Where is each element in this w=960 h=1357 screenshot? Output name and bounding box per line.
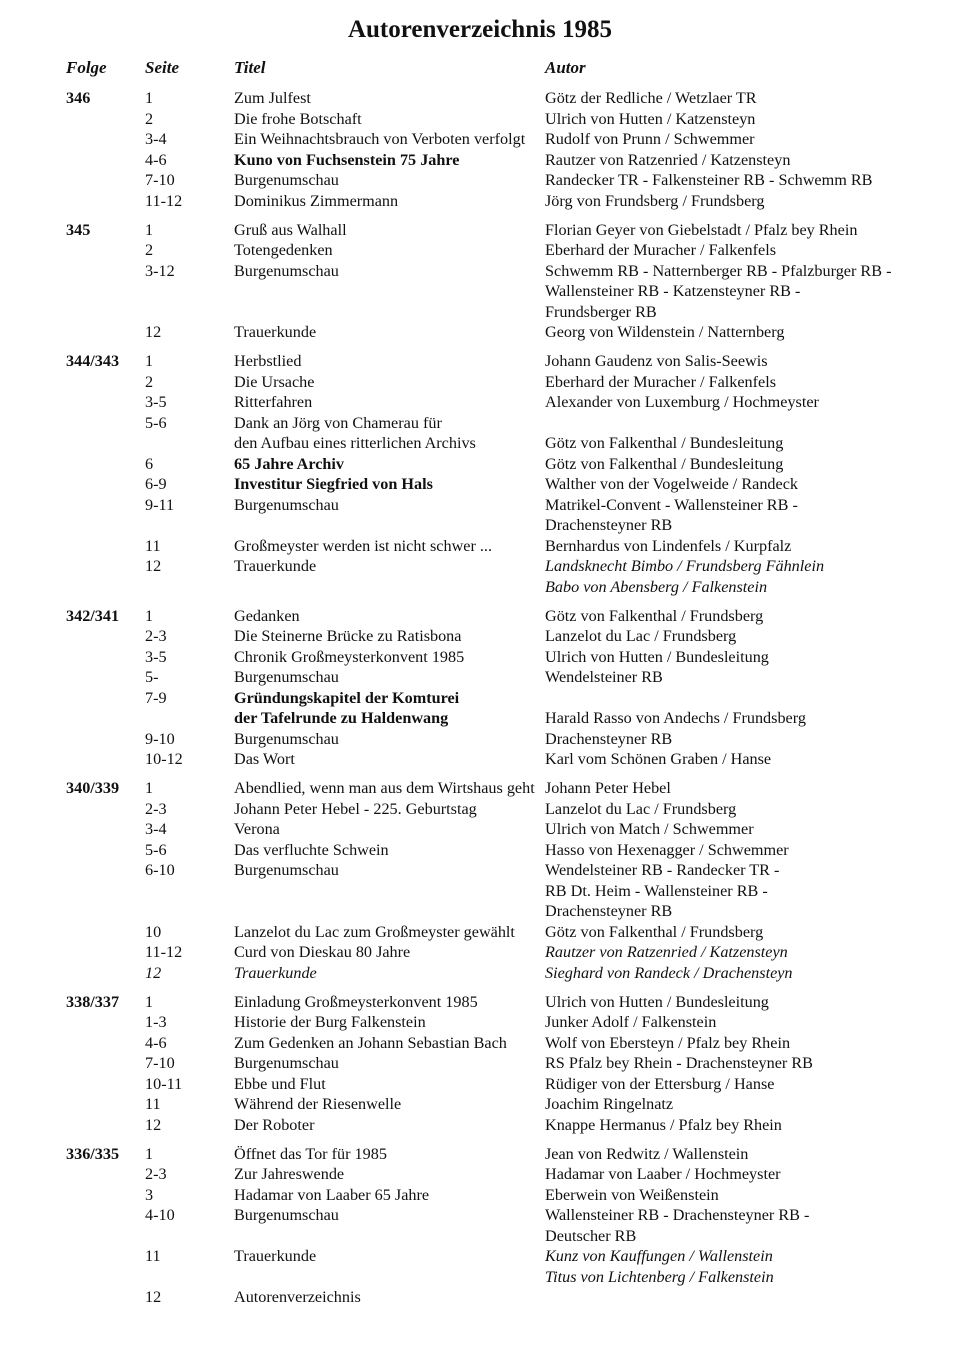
article-title: Autorenverzeichnis <box>234 1288 361 1306</box>
article-title: Hadamar von Laaber 65 Jahre <box>234 1185 430 1204</box>
article-title: den Aufbau eines ritterlichen Archivs <box>234 434 476 452</box>
table-row <box>0 392 960 413</box>
article-title: Burgenumschau <box>234 729 339 748</box>
article-title: Zum Gedenken an Johann Sebastian Bach <box>234 1033 507 1052</box>
table-row <box>0 88 960 109</box>
article-title: der Tafelrunde zu Haldenwang <box>234 709 449 727</box>
article-title: Während der Riesenwelle <box>234 1095 402 1113</box>
article-title: Dank an Jörg von Chamerau für <box>234 413 442 432</box>
table-row <box>0 129 960 150</box>
article-title: Der Roboter <box>234 1115 315 1134</box>
article-author: Schwemm RB - Natternberger RB - Pfalzburger RB - <box>545 261 892 280</box>
article-title: Die frohe Botschaft <box>234 109 362 128</box>
issue-group <box>0 88 960 211</box>
table-row <box>0 729 960 750</box>
table-row <box>0 322 960 343</box>
table-row <box>0 647 960 668</box>
page-range: 12 <box>145 323 162 341</box>
page-range: 10-12 <box>145 750 183 768</box>
article-author: Eberwein von Weißenstein <box>545 1185 719 1204</box>
table-row <box>0 1226 960 1247</box>
article-author: Ulrich von Hutten / Bundesleitung <box>545 647 769 666</box>
page-range: 10 <box>145 922 162 941</box>
issue-group <box>0 351 960 597</box>
article-author: Matrikel-Convent - Wallensteiner RB - <box>545 495 798 514</box>
article-title: Chronik Großmeysterkonvent 1985 <box>234 647 465 666</box>
article-author: Götz von Falkenthal / Bundesleitung <box>545 434 784 452</box>
table-row <box>0 351 960 372</box>
issue-number: 346 <box>66 89 91 107</box>
table-row <box>0 840 960 861</box>
table-row <box>0 667 960 688</box>
article-author: Götz von Falkenthal / Frundsberg <box>545 922 764 941</box>
table-row <box>0 708 960 729</box>
page-range: 5-6 <box>145 413 167 432</box>
article-author: Alexander von Luxemburg / Hochmeyster <box>545 393 819 411</box>
table-row <box>0 688 960 709</box>
article-author: Wolf von Ebersteyn / Pfalz bey Rhein <box>545 1033 791 1052</box>
page-range: 3-4 <box>145 820 167 838</box>
issue-group <box>0 778 960 983</box>
article-title: Burgenumschau <box>234 261 339 280</box>
article-title: Gruß aus Walhall <box>234 220 347 239</box>
table-row <box>0 1074 960 1095</box>
table-row <box>0 281 960 302</box>
table-row <box>0 963 960 984</box>
table-row <box>0 1053 960 1074</box>
article-title: Burgenumschau <box>234 171 339 189</box>
article-author: Harald Rasso von Andechs / Frundsberg <box>545 709 806 727</box>
page-range: 2-3 <box>145 627 167 645</box>
page-range: 4-10 <box>145 1206 175 1224</box>
article-author: Rüdiger von der Ettersburg / Hanse <box>545 1074 775 1093</box>
table-row <box>0 626 960 647</box>
article-author: Johann Gaudenz von Salis-Seewis <box>545 352 768 370</box>
article-title: Lanzelot du Lac zum Großmeyster gewählt <box>234 922 515 941</box>
article-author: Götz der Redliche / Wetzlaer TR <box>545 89 757 107</box>
article-title: Das Wort <box>234 750 295 768</box>
header-titel: Titel <box>234 58 266 77</box>
issue-number: 338/337 <box>66 992 120 1011</box>
table-row <box>0 240 960 261</box>
page-range: 10-11 <box>145 1074 183 1093</box>
article-author: Hasso von Hexenagger / Schwemmer <box>545 840 789 859</box>
table-row <box>0 901 960 922</box>
article-author: RB Dt. Heim - Wallensteiner RB - <box>545 881 768 900</box>
article-title: 65 Jahre Archiv <box>234 454 345 473</box>
table-row <box>0 454 960 475</box>
article-author: Georg von Wildenstein / Natternberg <box>545 323 785 341</box>
issue-group <box>0 992 960 1136</box>
page-range: 1 <box>145 606 154 625</box>
article-title: Einladung Großmeysterkonvent 1985 <box>234 992 478 1011</box>
article-author: Landsknecht Bimbo / Frundsberg Fähnlein <box>545 557 825 575</box>
article-author: Deutscher RB <box>545 1226 637 1245</box>
article-title: Burgenumschau <box>234 861 339 879</box>
article-title: Historie der Burg Falkenstein <box>234 1013 426 1031</box>
page-range: 12 <box>145 1288 162 1306</box>
page-range: 3-5 <box>145 647 167 666</box>
table-row <box>0 1267 960 1288</box>
page-range: 1 <box>145 220 154 239</box>
article-title: Johann Peter Hebel - 225. Geburtstag <box>234 799 477 818</box>
article-title: Abendlied, wenn man aus dem Wirtshaus geht <box>234 779 535 797</box>
article-author: Wendelsteiner RB <box>545 668 663 686</box>
page-range: 11-12 <box>145 191 183 210</box>
page-range: 12 <box>145 963 162 982</box>
page-range: 3-5 <box>145 393 167 411</box>
article-title: Herbstlied <box>234 352 302 370</box>
article-title: Zum Julfest <box>234 89 311 107</box>
issue-number: 345 <box>66 220 91 239</box>
article-author: Rautzer von Ratzenried / Katzensteyn <box>545 943 788 961</box>
article-author: Bernhardus von Lindenfels / Kurpfalz <box>545 536 792 555</box>
article-author: Walther von der Vogelweide / Randeck <box>545 475 798 493</box>
table-of-contents <box>0 88 960 1316</box>
article-title: Investitur Siegfried von Hals <box>234 475 433 493</box>
article-title: Trauerkunde <box>234 323 317 341</box>
column-header <box>0 58 960 80</box>
page-range: 7-9 <box>145 688 167 707</box>
article-title: Ritterfahren <box>234 393 313 411</box>
page-range: 1 <box>145 779 154 797</box>
page-range: 3 <box>145 1185 154 1204</box>
table-row <box>0 109 960 130</box>
table-row <box>0 778 960 799</box>
article-author: Karl vom Schönen Graben / Hanse <box>545 750 772 768</box>
table-row <box>0 302 960 323</box>
article-author: Wendelsteiner RB - Randecker TR - <box>545 861 780 879</box>
article-author: Eberhard der Muracher / Falkenfels <box>545 241 777 259</box>
table-row <box>0 220 960 241</box>
header-autor: Autor <box>545 58 586 77</box>
page-range: 2 <box>145 372 154 391</box>
article-author: Sieghard von Randeck / Drachensteyn <box>545 963 793 982</box>
page-range: 9-10 <box>145 729 175 748</box>
table-row <box>0 170 960 191</box>
table-row <box>0 556 960 577</box>
page-range: 11-12 <box>145 943 183 961</box>
table-row <box>0 799 960 820</box>
article-title: Burgenumschau <box>234 668 339 686</box>
table-row <box>0 536 960 557</box>
article-title: Trauerkunde <box>234 557 317 575</box>
article-title: Verona <box>234 820 280 838</box>
table-row <box>0 474 960 495</box>
article-author: Babo von Abensberg / Falkenstein <box>545 577 768 596</box>
table-row <box>0 495 960 516</box>
article-author: RS Pfalz bey Rhein - Drachensteyner RB <box>545 1054 813 1072</box>
page-range: 6-9 <box>145 475 167 493</box>
page-range: 5-6 <box>145 840 167 859</box>
article-author: Florian Geyer von Giebelstadt / Pfalz bey Rhein <box>545 220 858 239</box>
table-row <box>0 515 960 536</box>
page-range: 4-6 <box>145 150 167 169</box>
page-range: 12 <box>145 1115 162 1134</box>
article-author: Kunz von Kauffungen / Wallenstein <box>545 1247 773 1265</box>
article-title: Gedanken <box>234 606 300 625</box>
article-author: Jörg von Frundsberg / Frundsberg <box>545 191 765 210</box>
issue-number: 336/335 <box>66 1144 120 1163</box>
article-author: Drachensteyner RB <box>545 729 673 748</box>
article-author: Drachensteyner RB <box>545 902 673 920</box>
page-range: 3-12 <box>145 261 175 280</box>
table-row <box>0 749 960 770</box>
article-title: Burgenumschau <box>234 1206 339 1224</box>
article-author: Eberhard der Muracher / Falkenfels <box>545 372 777 391</box>
page-range: 1 <box>145 992 154 1011</box>
article-author: Knappe Hermanus / Pfalz bey Rhein <box>545 1115 782 1134</box>
table-row <box>0 1144 960 1165</box>
page-range: 6 <box>145 454 154 473</box>
table-row <box>0 191 960 212</box>
article-author: Drachensteyner RB <box>545 516 673 534</box>
table-row <box>0 922 960 943</box>
article-title: Trauerkunde <box>234 963 317 982</box>
article-author: Frundsberger RB <box>545 302 657 321</box>
table-row <box>0 606 960 627</box>
article-author: Wallensteiner RB - Drachensteyner RB - <box>545 1206 810 1224</box>
issue-group <box>0 606 960 770</box>
article-author: Lanzelot du Lac / Frundsberg <box>545 627 737 645</box>
article-title: Totengedenken <box>234 241 333 259</box>
table-row <box>0 150 960 171</box>
page-range: 11 <box>145 1095 161 1113</box>
article-title: Curd von Dieskau 80 Jahre <box>234 943 411 961</box>
article-author: Junker Adolf / Falkenstein <box>545 1013 717 1031</box>
article-author: Johann Peter Hebel <box>545 779 671 797</box>
table-row <box>0 1033 960 1054</box>
table-row <box>0 1164 960 1185</box>
page-range: 11 <box>145 536 161 555</box>
article-title: Öffnet das Tor für 1985 <box>234 1144 387 1163</box>
article-title: Zur Jahreswende <box>234 1165 345 1183</box>
issue-group <box>0 220 960 343</box>
page-range: 2-3 <box>145 1165 167 1183</box>
article-author: Jean von Redwitz / Wallenstein <box>545 1144 749 1163</box>
table-row <box>0 819 960 840</box>
page-range: 2-3 <box>145 799 167 818</box>
page-range: 2 <box>145 109 154 128</box>
page-range: 3-4 <box>145 130 167 148</box>
article-title: Kuno von Fuchsenstein 75 Jahre <box>234 150 460 169</box>
table-row <box>0 1185 960 1206</box>
article-author: Rudolf von Prunn / Schwemmer <box>545 130 755 148</box>
issue-group <box>0 1144 960 1308</box>
page-range: 12 <box>145 557 162 575</box>
table-row <box>0 881 960 902</box>
article-author: Wallensteiner RB - Katzensteyner RB - <box>545 282 801 300</box>
table-row <box>0 860 960 881</box>
page-range: 5- <box>145 668 159 686</box>
page-range: 2 <box>145 241 154 259</box>
article-author: Lanzelot du Lac / Frundsberg <box>545 799 737 818</box>
table-row <box>0 1246 960 1267</box>
table-row <box>0 413 960 434</box>
page-range: 7-10 <box>145 1054 175 1072</box>
table-row <box>0 433 960 454</box>
table-row <box>0 261 960 282</box>
issue-number: 342/341 <box>66 606 120 625</box>
page-range: 1 <box>145 352 154 370</box>
article-author: Götz von Falkenthal / Frundsberg <box>545 606 764 625</box>
article-title: Großmeyster werden ist nicht schwer ... <box>234 536 493 555</box>
article-author: Ulrich von Hutten / Katzensteyn <box>545 109 756 128</box>
article-author: Ulrich von Hutten / Bundesleitung <box>545 992 769 1011</box>
page-range: 1 <box>145 89 154 107</box>
table-row <box>0 992 960 1013</box>
page-range: 7-10 <box>145 171 175 189</box>
page-range: 4-6 <box>145 1033 167 1052</box>
table-row <box>0 942 960 963</box>
article-title: Dominikus Zimmermann <box>234 191 399 210</box>
table-row <box>0 1094 960 1115</box>
article-author: Randecker TR - Falkensteiner RB - Schwemm RB <box>545 171 873 189</box>
article-author: Rautzer von Ratzenried / Katzensteyn <box>545 150 791 169</box>
article-author: Ulrich von Match / Schwemmer <box>545 820 754 838</box>
issue-number: 344/343 <box>66 352 120 370</box>
table-row <box>0 1012 960 1033</box>
table-row <box>0 372 960 393</box>
page-title: Autorenverzeichnis 1985 <box>347 16 613 43</box>
article-title: Das verfluchte Schwein <box>234 840 389 859</box>
header-seite: Seite <box>145 58 179 77</box>
table-row <box>0 1115 960 1136</box>
table-row <box>0 1287 960 1308</box>
header-folge: Folge <box>66 58 107 77</box>
article-author: Joachim Ringelnatz <box>545 1095 674 1113</box>
page-range: 1-3 <box>145 1013 167 1031</box>
article-title: Gründungskapitel der Komturei <box>234 688 460 707</box>
table-row <box>0 577 960 598</box>
article-author: Titus von Lichtenberg / Falkenstein <box>545 1267 774 1286</box>
article-author: Hadamar von Laaber / Hochmeyster <box>545 1165 781 1183</box>
article-title: Trauerkunde <box>234 1247 317 1265</box>
issue-number: 340/339 <box>66 779 120 797</box>
table-row <box>0 1205 960 1226</box>
article-title: Ebbe und Flut <box>234 1074 326 1093</box>
page-range: 6-10 <box>145 861 175 879</box>
page-range: 9-11 <box>145 495 175 514</box>
page-range: 11 <box>145 1247 161 1265</box>
article-title: Burgenumschau <box>234 495 339 514</box>
page-range: 1 <box>145 1144 154 1163</box>
article-title: Ein Weihnachtsbrauch von Verboten verfolgt <box>234 130 526 148</box>
article-title: Burgenumschau <box>234 1054 339 1072</box>
article-author: Götz von Falkenthal / Bundesleitung <box>545 454 784 473</box>
article-title: Die Ursache <box>234 372 315 391</box>
article-title: Die Steinerne Brücke zu Ratisbona <box>234 627 462 645</box>
